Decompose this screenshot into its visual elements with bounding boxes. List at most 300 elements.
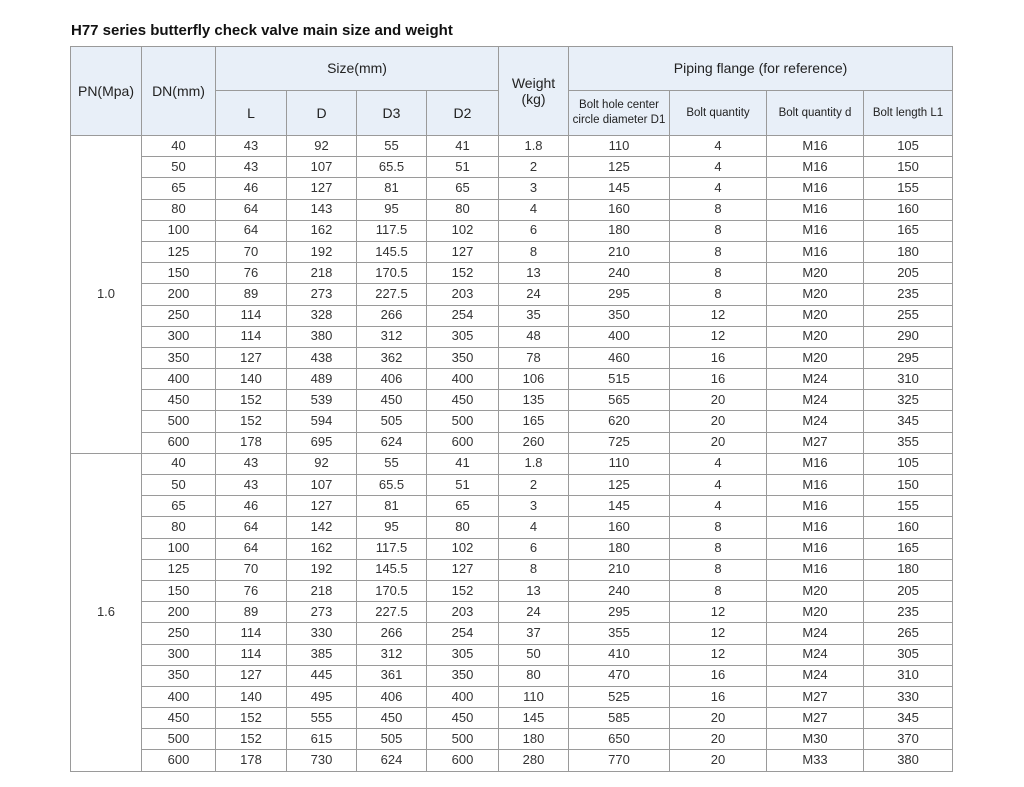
bolt-thread-cell: M16: [767, 157, 864, 178]
d2-cell: 65: [427, 178, 499, 199]
l-cell: 43: [216, 136, 287, 157]
bolt-length-cell: 235: [864, 602, 953, 623]
bolt-hole-diameter-cell: 125: [569, 157, 670, 178]
weight-cell: 165: [499, 411, 569, 432]
bolt-hole-diameter-cell: 400: [569, 326, 670, 347]
header-pn: PN(Mpa): [71, 47, 142, 136]
dn-cell: 65: [142, 178, 216, 199]
d-cell: 330: [287, 623, 357, 644]
table-row: [71, 263, 953, 284]
bolt-length-cell: 325: [864, 390, 953, 411]
d2-cell: 127: [427, 559, 499, 580]
bolt-thread-cell: M30: [767, 729, 864, 750]
weight-cell: 2: [499, 157, 569, 178]
d-cell: 162: [287, 220, 357, 241]
bolt-hole-diameter-cell: 725: [569, 432, 670, 453]
dn-cell: 450: [142, 708, 216, 729]
dn-cell: 150: [142, 580, 216, 601]
bolt-thread-cell: M16: [767, 199, 864, 220]
d2-cell: 80: [427, 517, 499, 538]
table-row: [71, 284, 953, 305]
bolt-hole-diameter-cell: 295: [569, 284, 670, 305]
table-row: [71, 750, 953, 771]
d-cell: 380: [287, 326, 357, 347]
l-cell: 43: [216, 453, 287, 474]
d2-cell: 80: [427, 199, 499, 220]
bolt-thread-cell: M16: [767, 517, 864, 538]
weight-cell: 13: [499, 580, 569, 601]
d-cell: 730: [287, 750, 357, 771]
table-row: [71, 432, 953, 453]
weight-cell: 1.8: [499, 453, 569, 474]
d2-cell: 51: [427, 475, 499, 496]
bolt-length-cell: 310: [864, 665, 953, 686]
bolt-thread-cell: M16: [767, 178, 864, 199]
l-cell: 89: [216, 602, 287, 623]
d3-cell: 227.5: [357, 602, 427, 623]
weight-cell: 35: [499, 305, 569, 326]
bolt-quantity-cell: 4: [670, 157, 767, 178]
bolt-length-cell: 305: [864, 644, 953, 665]
d3-cell: 406: [357, 686, 427, 707]
d-cell: 107: [287, 475, 357, 496]
l-cell: 152: [216, 390, 287, 411]
d-cell: 539: [287, 390, 357, 411]
d-cell: 218: [287, 263, 357, 284]
bolt-thread-cell: M16: [767, 220, 864, 241]
bolt-hole-diameter-cell: 515: [569, 369, 670, 390]
dn-cell: 40: [142, 136, 216, 157]
l-cell: 76: [216, 263, 287, 284]
table-row: [71, 665, 953, 686]
weight-cell: 80: [499, 665, 569, 686]
table-row: [71, 326, 953, 347]
weight-cell: 180: [499, 729, 569, 750]
bolt-thread-cell: M24: [767, 390, 864, 411]
d-cell: 273: [287, 602, 357, 623]
bolt-length-cell: 155: [864, 496, 953, 517]
weight-cell: 3: [499, 178, 569, 199]
l-cell: 152: [216, 411, 287, 432]
bolt-thread-cell: M16: [767, 538, 864, 559]
dn-cell: 300: [142, 644, 216, 665]
bolt-quantity-cell: 8: [670, 538, 767, 559]
bolt-quantity-cell: 8: [670, 263, 767, 284]
pn-cell: 1.6: [71, 453, 142, 771]
bolt-quantity-cell: 8: [670, 559, 767, 580]
bolt-hole-diameter-cell: 770: [569, 750, 670, 771]
l-cell: 127: [216, 347, 287, 368]
bolt-length-cell: 160: [864, 517, 953, 538]
bolt-quantity-cell: 4: [670, 136, 767, 157]
table-row: [71, 199, 953, 220]
bolt-hole-diameter-cell: 460: [569, 347, 670, 368]
d-cell: 445: [287, 665, 357, 686]
l-cell: 43: [216, 475, 287, 496]
dn-cell: 50: [142, 157, 216, 178]
bolt-length-cell: 295: [864, 347, 953, 368]
bolt-quantity-cell: 12: [670, 602, 767, 623]
header-d2: D2: [427, 91, 499, 136]
d2-cell: 41: [427, 453, 499, 474]
bolt-hole-diameter-cell: 110: [569, 136, 670, 157]
bolt-length-cell: 310: [864, 369, 953, 390]
dn-cell: 250: [142, 305, 216, 326]
bolt-thread-cell: M20: [767, 580, 864, 601]
d-cell: 142: [287, 517, 357, 538]
l-cell: 70: [216, 241, 287, 262]
l-cell: 114: [216, 623, 287, 644]
table-row: [71, 686, 953, 707]
l-cell: 178: [216, 432, 287, 453]
bolt-hole-diameter-cell: 350: [569, 305, 670, 326]
header-l: L: [216, 91, 287, 136]
bolt-quantity-cell: 8: [670, 241, 767, 262]
bolt-quantity-cell: 12: [670, 305, 767, 326]
weight-cell: 1.8: [499, 136, 569, 157]
d3-cell: 450: [357, 390, 427, 411]
bolt-quantity-cell: 12: [670, 623, 767, 644]
d2-cell: 254: [427, 305, 499, 326]
d3-cell: 55: [357, 136, 427, 157]
dn-cell: 150: [142, 263, 216, 284]
weight-cell: 106: [499, 369, 569, 390]
d2-cell: 41: [427, 136, 499, 157]
d3-cell: 65.5: [357, 157, 427, 178]
bolt-length-cell: 105: [864, 453, 953, 474]
l-cell: 140: [216, 369, 287, 390]
d3-cell: 624: [357, 432, 427, 453]
bolt-length-cell: 160: [864, 199, 953, 220]
dn-cell: 250: [142, 623, 216, 644]
l-cell: 64: [216, 538, 287, 559]
weight-cell: 145: [499, 708, 569, 729]
bolt-quantity-cell: 8: [670, 199, 767, 220]
d3-cell: 170.5: [357, 263, 427, 284]
dn-cell: 350: [142, 665, 216, 686]
dn-cell: 125: [142, 559, 216, 580]
bolt-hole-diameter-cell: 125: [569, 475, 670, 496]
d-cell: 489: [287, 369, 357, 390]
bolt-length-cell: 265: [864, 623, 953, 644]
bolt-length-cell: 155: [864, 178, 953, 199]
d-cell: 615: [287, 729, 357, 750]
bolt-quantity-cell: 8: [670, 284, 767, 305]
d2-cell: 152: [427, 263, 499, 284]
table-row: [71, 623, 953, 644]
bolt-quantity-cell: 20: [670, 432, 767, 453]
dn-cell: 400: [142, 686, 216, 707]
bolt-length-cell: 345: [864, 411, 953, 432]
d-cell: 143: [287, 199, 357, 220]
bolt-hole-diameter-cell: 210: [569, 559, 670, 580]
bolt-hole-diameter-cell: 180: [569, 220, 670, 241]
table-header: [71, 47, 953, 136]
bolt-quantity-cell: 4: [670, 496, 767, 517]
table-row: [71, 559, 953, 580]
bolt-hole-diameter-cell: 650: [569, 729, 670, 750]
bolt-hole-diameter-cell: 410: [569, 644, 670, 665]
bolt-thread-cell: M16: [767, 496, 864, 517]
bolt-quantity-cell: 16: [670, 686, 767, 707]
bolt-length-cell: 330: [864, 686, 953, 707]
bolt-hole-diameter-cell: 210: [569, 241, 670, 262]
header-size: Size(mm): [216, 47, 499, 91]
d2-cell: 305: [427, 326, 499, 347]
d-cell: 192: [287, 559, 357, 580]
d3-cell: 95: [357, 199, 427, 220]
valve-spec-table: [70, 46, 953, 772]
d3-cell: 170.5: [357, 580, 427, 601]
bolt-thread-cell: M24: [767, 665, 864, 686]
d2-cell: 450: [427, 708, 499, 729]
bolt-quantity-cell: 4: [670, 453, 767, 474]
bolt-quantity-cell: 4: [670, 475, 767, 496]
l-cell: 46: [216, 496, 287, 517]
dn-cell: 450: [142, 390, 216, 411]
d2-cell: 51: [427, 157, 499, 178]
d2-cell: 350: [427, 347, 499, 368]
d3-cell: 145.5: [357, 241, 427, 262]
d-cell: 594: [287, 411, 357, 432]
dn-cell: 100: [142, 538, 216, 559]
d2-cell: 600: [427, 432, 499, 453]
bolt-length-cell: 205: [864, 263, 953, 284]
l-cell: 46: [216, 178, 287, 199]
bolt-quantity-cell: 8: [670, 517, 767, 538]
table-row: [71, 220, 953, 241]
weight-cell: 24: [499, 602, 569, 623]
dn-cell: 40: [142, 453, 216, 474]
d3-cell: 312: [357, 326, 427, 347]
l-cell: 89: [216, 284, 287, 305]
bolt-quantity-cell: 16: [670, 369, 767, 390]
d3-cell: 227.5: [357, 284, 427, 305]
table-row: [71, 644, 953, 665]
weight-cell: 2: [499, 475, 569, 496]
dn-cell: 50: [142, 475, 216, 496]
bolt-length-cell: 150: [864, 157, 953, 178]
d3-cell: 266: [357, 623, 427, 644]
bolt-quantity-cell: 12: [670, 326, 767, 347]
bolt-quantity-cell: 4: [670, 178, 767, 199]
pn-cell: 1.0: [71, 136, 142, 454]
d3-cell: 81: [357, 496, 427, 517]
d3-cell: 624: [357, 750, 427, 771]
bolt-thread-cell: M20: [767, 347, 864, 368]
bolt-thread-cell: M24: [767, 623, 864, 644]
d3-cell: 81: [357, 178, 427, 199]
dn-cell: 80: [142, 517, 216, 538]
d-cell: 273: [287, 284, 357, 305]
table-row: [71, 580, 953, 601]
weight-cell: 6: [499, 538, 569, 559]
dn-cell: 350: [142, 347, 216, 368]
bolt-hole-diameter-cell: 240: [569, 580, 670, 601]
bolt-hole-diameter-cell: 565: [569, 390, 670, 411]
weight-cell: 3: [499, 496, 569, 517]
bolt-hole-diameter-cell: 145: [569, 178, 670, 199]
weight-cell: 48: [499, 326, 569, 347]
d-cell: 555: [287, 708, 357, 729]
bolt-quantity-cell: 20: [670, 729, 767, 750]
d3-cell: 362: [357, 347, 427, 368]
bolt-thread-cell: M20: [767, 284, 864, 305]
table-row: [71, 729, 953, 750]
bolt-thread-cell: M27: [767, 708, 864, 729]
bolt-length-cell: 290: [864, 326, 953, 347]
bolt-thread-cell: M20: [767, 305, 864, 326]
d3-cell: 505: [357, 729, 427, 750]
weight-cell: 280: [499, 750, 569, 771]
d3-cell: 406: [357, 369, 427, 390]
weight-cell: 8: [499, 241, 569, 262]
bolt-length-cell: 165: [864, 538, 953, 559]
header-bolt-hole-diameter: Bolt hole center circle diameter D1: [569, 91, 670, 136]
d3-cell: 65.5: [357, 475, 427, 496]
d3-cell: 450: [357, 708, 427, 729]
l-cell: 114: [216, 644, 287, 665]
bolt-thread-cell: M33: [767, 750, 864, 771]
d-cell: 218: [287, 580, 357, 601]
bolt-quantity-cell: 8: [670, 220, 767, 241]
bolt-length-cell: 180: [864, 559, 953, 580]
bolt-length-cell: 105: [864, 136, 953, 157]
bolt-hole-diameter-cell: 295: [569, 602, 670, 623]
dn-cell: 600: [142, 432, 216, 453]
bolt-quantity-cell: 16: [670, 347, 767, 368]
l-cell: 127: [216, 665, 287, 686]
dn-cell: 500: [142, 411, 216, 432]
d2-cell: 203: [427, 284, 499, 305]
d2-cell: 350: [427, 665, 499, 686]
table-row: [71, 390, 953, 411]
d2-cell: 203: [427, 602, 499, 623]
bolt-quantity-cell: 20: [670, 411, 767, 432]
bolt-thread-cell: M24: [767, 411, 864, 432]
table-row: [71, 411, 953, 432]
d-cell: 385: [287, 644, 357, 665]
d2-cell: 127: [427, 241, 499, 262]
header-dn: DN(mm): [142, 47, 216, 136]
d-cell: 107: [287, 157, 357, 178]
d-cell: 92: [287, 136, 357, 157]
l-cell: 64: [216, 517, 287, 538]
dn-cell: 200: [142, 602, 216, 623]
bolt-thread-cell: M20: [767, 263, 864, 284]
table-row: [71, 178, 953, 199]
weight-cell: 78: [499, 347, 569, 368]
bolt-hole-diameter-cell: 110: [569, 453, 670, 474]
bolt-thread-cell: M16: [767, 559, 864, 580]
d-cell: 92: [287, 453, 357, 474]
l-cell: 152: [216, 708, 287, 729]
d2-cell: 152: [427, 580, 499, 601]
bolt-hole-diameter-cell: 470: [569, 665, 670, 686]
table-row: [71, 157, 953, 178]
table-row: [71, 538, 953, 559]
l-cell: 178: [216, 750, 287, 771]
bolt-thread-cell: M24: [767, 369, 864, 390]
bolt-length-cell: 205: [864, 580, 953, 601]
bolt-length-cell: 180: [864, 241, 953, 262]
bolt-length-cell: 165: [864, 220, 953, 241]
header-d: D: [287, 91, 357, 136]
d-cell: 495: [287, 686, 357, 707]
bolt-length-cell: 370: [864, 729, 953, 750]
d2-cell: 450: [427, 390, 499, 411]
bolt-thread-cell: M16: [767, 241, 864, 262]
d2-cell: 254: [427, 623, 499, 644]
dn-cell: 200: [142, 284, 216, 305]
bolt-thread-cell: M16: [767, 136, 864, 157]
bolt-length-cell: 150: [864, 475, 953, 496]
table-row: [71, 136, 953, 157]
dn-cell: 65: [142, 496, 216, 517]
d3-cell: 55: [357, 453, 427, 474]
weight-cell: 24: [499, 284, 569, 305]
d3-cell: 95: [357, 517, 427, 538]
bolt-quantity-cell: 12: [670, 644, 767, 665]
dn-cell: 500: [142, 729, 216, 750]
dn-cell: 300: [142, 326, 216, 347]
table-body: [71, 136, 953, 772]
d3-cell: 505: [357, 411, 427, 432]
d2-cell: 600: [427, 750, 499, 771]
header-bolt-length: Bolt length L1: [864, 91, 953, 136]
d-cell: 438: [287, 347, 357, 368]
bolt-hole-diameter-cell: 620: [569, 411, 670, 432]
table-row: [71, 453, 953, 474]
table-row: [71, 305, 953, 326]
d2-cell: 102: [427, 538, 499, 559]
header-d3: D3: [357, 91, 427, 136]
d-cell: 192: [287, 241, 357, 262]
d-cell: 127: [287, 496, 357, 517]
bolt-hole-diameter-cell: 160: [569, 199, 670, 220]
header-bolt-quantity: Bolt quantity: [670, 91, 767, 136]
d3-cell: 117.5: [357, 220, 427, 241]
table-row: [71, 241, 953, 262]
weight-cell: 37: [499, 623, 569, 644]
dn-cell: 600: [142, 750, 216, 771]
l-cell: 64: [216, 220, 287, 241]
d-cell: 162: [287, 538, 357, 559]
bolt-hole-diameter-cell: 180: [569, 538, 670, 559]
weight-cell: 50: [499, 644, 569, 665]
d-cell: 695: [287, 432, 357, 453]
l-cell: 64: [216, 199, 287, 220]
d3-cell: 361: [357, 665, 427, 686]
d-cell: 127: [287, 178, 357, 199]
header-weight: Weight (kg): [499, 47, 569, 136]
d-cell: 328: [287, 305, 357, 326]
bolt-thread-cell: M27: [767, 686, 864, 707]
d2-cell: 400: [427, 686, 499, 707]
weight-cell: 6: [499, 220, 569, 241]
bolt-hole-diameter-cell: 525: [569, 686, 670, 707]
table-row: [71, 517, 953, 538]
bolt-thread-cell: M16: [767, 475, 864, 496]
bolt-quantity-cell: 20: [670, 750, 767, 771]
table-row: [71, 496, 953, 517]
l-cell: 140: [216, 686, 287, 707]
weight-cell: 110: [499, 686, 569, 707]
bolt-thread-cell: M16: [767, 453, 864, 474]
bolt-thread-cell: M20: [767, 602, 864, 623]
dn-cell: 80: [142, 199, 216, 220]
table-row: [71, 347, 953, 368]
